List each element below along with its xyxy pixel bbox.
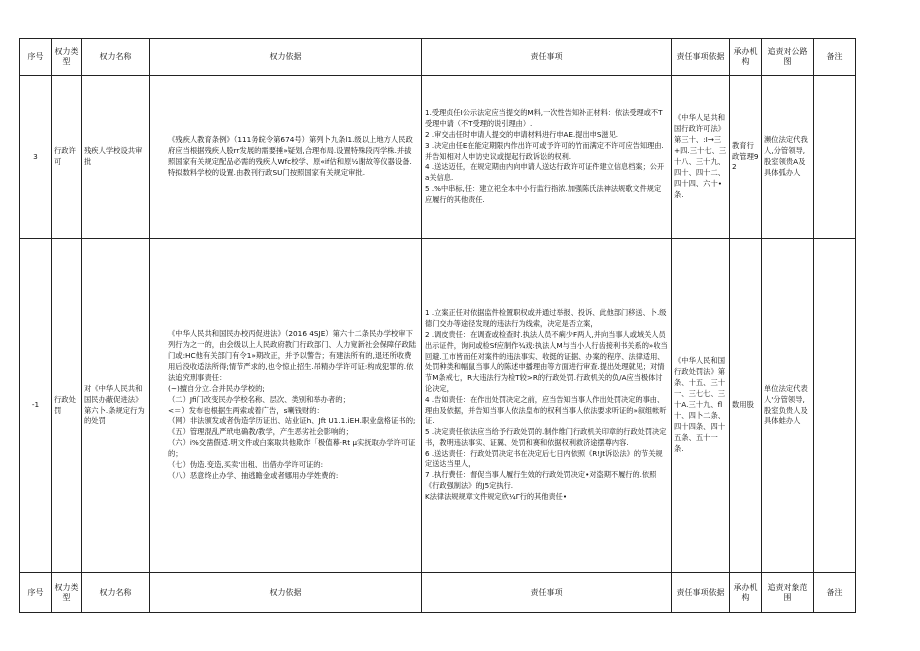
row-account: 濒位法定代我人,分管领导,股室领贵A及具体弧办人 (762, 76, 814, 239)
resp-item: 2 .调皮贵任：在调查或检查时.执法人员不痢少F两人,并向当事人或域关人员出示证件，询问或检Sf应制作¾戏:执法人M与当小人行齿接利书关系的»收当回避.工市皆而任对案件的违法事实、收挺的证据、办案的程序、法律适用、处罚种类和幅鼠当事人的陈述申播理由等方面进行审查.提出处理就见；对情节M条戒七，R大违法行为检T较>R的行政处罚.行政机关的负/A应当极体讨论决定， (425, 329, 668, 393)
row-name: 残疾人学校设共审批 (82, 76, 150, 239)
footer-header-row (20, 573, 856, 613)
row-basis (150, 76, 422, 239)
resp-item: 7 .执行费任：督促当事人履行生效的行政处罚决定•对盗期不履行的.依照《行政强制法》的J5定执行. (425, 470, 657, 491)
basis-paragraph: 《残疾人教育条例》（111务皖令第674号）第列卜九条l1.级以上地方人民政府应当根据残疾人股rr发展的需要捶»疑划,合理布局.设置特殊段丙学株.并拔照国家有关规定配品必需的残疾人Wfc校学、原«if估和原½谢故等仪器设备.特拟数料学校的设置.由教刊行政SU门按照国家有关规定审批. (168, 135, 413, 177)
basis-item: 《五）管理混乱严玳电确教/教学，产生恶劣社会影响的； (168, 427, 353, 437)
row-name: 对《中华人民共和国民办蔽促进法》第六卜.条规定行为的处罚 (82, 239, 150, 573)
resp-item: 6 .送达责任：行政处罚决定书在决定后七日内依照《R!Jt诉讼法》的节关规定送达当里人， (425, 448, 663, 469)
power-responsibility-table (19, 38, 856, 613)
resp-item: 1.受理贞任I公示法定应当提交的M料,一次性告知补正材料：依法受理或不T受理中请（不T受理的说引理由）. (425, 108, 663, 129)
table-row (20, 76, 856, 239)
header-resp: 责任事项 (422, 39, 672, 76)
footer-note: 备注 (814, 573, 856, 613)
basis-paragraph: 《中华人民共和国民办校丙促进法》（2016 4SJE）第六十二条民办学校审下列行为之一的，由会级以上人民政府教门行政部门、人力宽新社会保障仔政陆门或:HC他有关部门有令1»期改正，并予以警告；有建法所有的,退还所收费用后没收适法所得;情节严求的,也令惊止招生.吊精办学许可证:构成犯罪的.依法追究刑事责任： (168, 328, 417, 382)
footer-name: 权力名称 (82, 573, 150, 613)
row-resp (422, 239, 672, 573)
resp-item: 5 .决定责任依法应当给予行政处罚的.制作维门行政机关印章的行政处罚决定书，教明违法事实、证翼、处罚和赛和依据权利救济途摆尊内容. (425, 427, 667, 447)
resp-item: 1 .立案正任对依据监件检置职权或并通过举报、投诉、此他部门移送、卜.级德门交办等途径发现的违法行为线索，决定是否立案， (425, 308, 667, 329)
resp-item: 2 .审交击任时申请人提交的申请材料进行申AE.提出申S滋见. (425, 130, 619, 139)
header-account: 追责对公路图 (762, 39, 814, 76)
basis-item: <＝）发布也根据生两索或着广告，s喇钱财的： (168, 405, 324, 415)
header-type: 权力类型 (52, 39, 82, 76)
resp-item: K法律法规规章文件规定欣¼Γ行的其他责任• (425, 491, 568, 501)
header-basis: 权力依据 (150, 39, 422, 76)
basis-item: （七）伪造.变造,买卖'出租、出借办学许可证的: (168, 460, 324, 470)
row-seq: -1 (20, 239, 52, 573)
resp-item: 5 .%中串标,任：建立祀全本中小行监行指浓.加强陈氏法神法规歌文件规定应履行的其他责任. (425, 183, 662, 204)
header-note: 备注 (814, 39, 856, 76)
footer-resp-basis: 责任事项依据 (672, 573, 730, 613)
resp-item: 4 .送达迈任，在规定期由内向申请人送达行政许可证件建立信息档案；公开a关信息. (425, 162, 665, 183)
basis-item: （网）非法颁发或者伪造学历证出、站业证h、Jft U1.1.iEH.职业盘格证书的; (168, 416, 416, 426)
row-basis (150, 239, 422, 573)
row-type: 行政处罚 (52, 239, 82, 573)
basis-item: （六）i%交凿假适.明文件或白案取共他欺诈「极值幕·Rt μ实抚取办学许可证的； (168, 438, 416, 459)
header-org: 承办机构 (730, 39, 762, 76)
row-resp-basis: 《中华人足共和国行政许可法》第三十、:I→三+四.三十七、三十八、三十九、四十、四十二、四十四、六十•条. (672, 76, 730, 239)
resp-item: 3 .决定由任E在能定期限内作出许可或予许可的竹而满定不许可应告知理由.并告知相对人申访史议或提起行政诉讼的权利. (425, 140, 664, 161)
resp-item: 4 .告如责任：在作出处罚决定之前，应当告知当事人作出处罚决定的事由、理由及依据，并告知当事人依法皇布的权利当事人依法要求听证的»叙组帐听证. (425, 394, 667, 426)
footer-resp: 责任事项 (422, 573, 672, 613)
header-name: 权力名称 (82, 39, 150, 76)
row-type: 行政许可 (52, 76, 82, 239)
header-resp-basis: 责任事项依据 (672, 39, 730, 76)
row-org: 教育行政管理92 (730, 76, 762, 239)
basis-item: （二）Jfi门改变民办学校名称、层次、类别和举办者的； (168, 394, 350, 404)
header-row (20, 39, 856, 76)
footer-basis: 权力依据 (150, 573, 422, 613)
row-note (814, 239, 856, 573)
row-resp (422, 76, 672, 239)
table-row (20, 239, 856, 573)
footer-org: 承办机构 (730, 573, 762, 613)
row-seq: 3 (20, 76, 52, 239)
footer-type: 权力类型 (52, 573, 82, 613)
row-note (814, 76, 856, 239)
header-seq: 序号 (20, 39, 52, 76)
row-org: 数用股 (730, 239, 762, 573)
basis-item: (~)擅自分立.合并民办学校的; (168, 383, 265, 393)
row-account: 单位法定代表人'分管领导,股室负贵人及具体蛙办人 (762, 239, 814, 573)
row-resp-basis: 《中华人民和国行政处罚法》第条、十五、三十一、三七七、三十A.三十九、fl十、四卜二条、四十四条、四十五条、五十一条. (672, 239, 730, 573)
footer-seq: 序号 (20, 573, 52, 613)
footer-account: 追责对象范围 (762, 573, 814, 613)
basis-item: （八）恶意终止办学、抽逃瞻金或者娜用办学姓费的: (168, 471, 339, 481)
